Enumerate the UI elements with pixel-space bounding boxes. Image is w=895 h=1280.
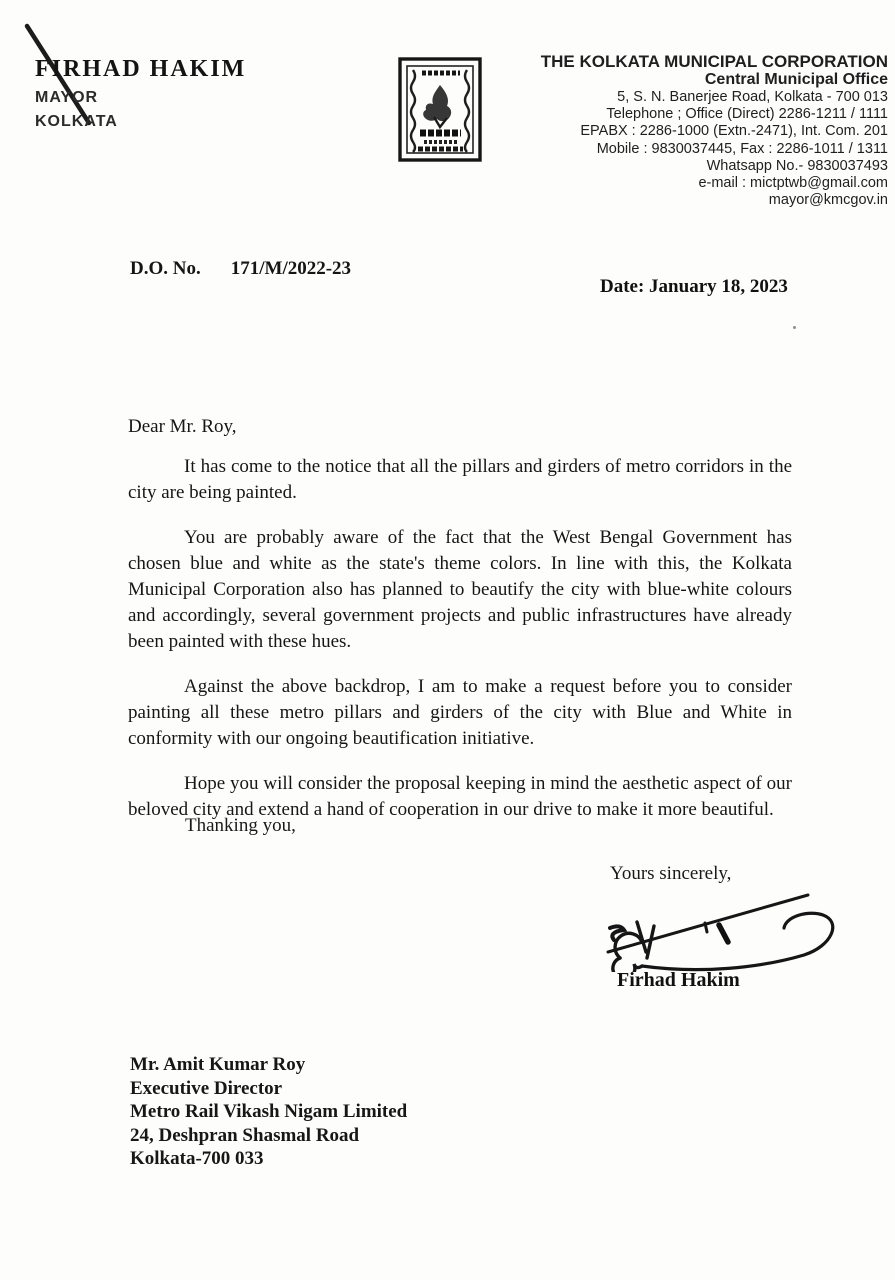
signature-icon — [590, 882, 855, 972]
paragraph-1: It has come to the notice that all the pillars and girders of metro corridors in the city are being painted. — [128, 456, 792, 503]
letter-body — [128, 414, 792, 842]
paragraph-3: Against the above backdrop, I am to make a request before you to consider painting all these metro pillars and girders of the city with Blue and White in conformity with our ongoing beautification initiative. — [128, 676, 792, 749]
recipient-name: Mr. Amit Kumar Roy — [130, 1054, 306, 1075]
org-telephone-line: Telephone ; Office (Direct) 2286-1211 / 1111 — [606, 106, 888, 123]
sender-block — [35, 56, 246, 131]
signatory-name: Firhad Hakim — [617, 969, 740, 991]
paragraph-4: Hope you will consider the proposal keeping in mind the aesthetic aspect of our beloved city and extend a hand of cooperation in our drive to make it more beautiful. — [128, 773, 792, 820]
closing-thanks: Thanking you, — [185, 815, 296, 836]
scan-dot-artifact — [793, 326, 796, 329]
recipient-organisation: Metro Rail Vikash Nigam Limited — [130, 1101, 408, 1122]
recipient-block — [130, 1053, 407, 1171]
org-epabx-line: EPABX : 2286-1000 (Extn.-2471), Int. Com. 201 — [580, 123, 888, 140]
do-number-label: D.O. No. — [130, 258, 201, 279]
paragraph-2: You are probably aware of the fact that the West Bengal Government has chosen blue and white as the state's theme colors. In line with this, the Kolkata Municipal Corporation also has planned to beautify the city with blue-white colours and accordingly, several government projects and public infrastructures have already been painted with these hues. — [128, 527, 792, 652]
recipient-city-pin: Kolkata-700 033 — [130, 1148, 264, 1169]
letter-date: Date: January 18, 2023 — [600, 276, 788, 297]
org-name: THE KOLKATA MUNICIPAL CORPORATION — [540, 52, 888, 71]
sender-name: FIRHAD HAKIM — [35, 56, 247, 82]
org-address-line: 5, S. N. Banerjee Road, Kolkata - 700 013 — [617, 89, 888, 105]
org-email-line: e-mail : mictptwb@gmail.com — [698, 175, 888, 192]
recipient-street: 24, Deshpran Shasmal Road — [130, 1124, 360, 1146]
org-letterhead — [458, 52, 888, 209]
org-office: Central Municipal Office — [704, 71, 888, 88]
sender-title: MAYOR — [35, 89, 99, 106]
org-mobile-fax-line: Mobile : 9830037445, Fax : 2286-1011 / 1311 — [596, 140, 888, 157]
org-whatsapp-line: Whatsapp No.- 9830037493 — [706, 157, 888, 174]
do-number-value: 171/M/2022-23 — [230, 258, 352, 279]
recipient-designation: Executive Director — [130, 1077, 283, 1099]
salutation: Dear Mr. Roy, — [128, 416, 237, 437]
sender-city: KOLKATA — [35, 113, 118, 130]
closing-sincerely: Yours sincerely, — [610, 863, 732, 884]
org-email-line-2: mayor@kmcgov.in — [768, 192, 888, 209]
do-number-row — [130, 258, 351, 280]
